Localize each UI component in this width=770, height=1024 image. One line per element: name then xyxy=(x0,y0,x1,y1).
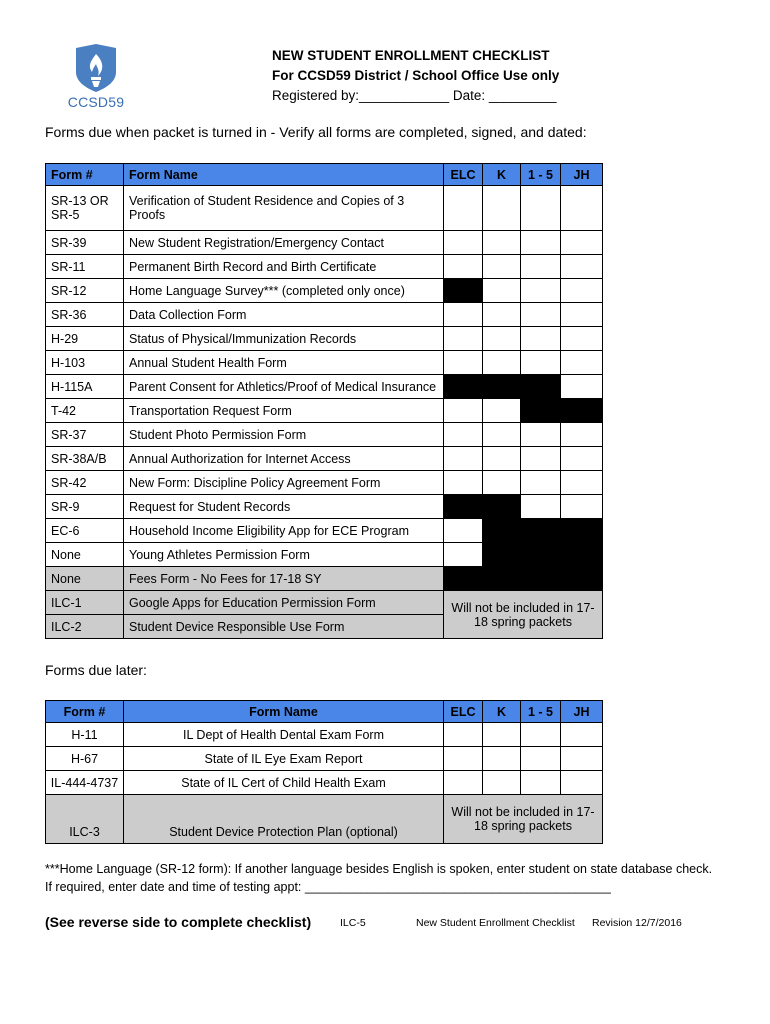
checkbox-cell[interactable] xyxy=(561,495,603,519)
table-row xyxy=(46,723,603,747)
form-name-cell: Parent Consent for Athletics/Proof of Medical Insurance xyxy=(124,375,444,399)
checkbox-cell[interactable] xyxy=(561,375,603,399)
see-reverse-note: (See reverse side to complete checklist) xyxy=(45,914,312,930)
table-row xyxy=(46,279,603,303)
column-header: Form Name xyxy=(124,701,444,723)
form-number-cell: SR-13 OR SR-5 xyxy=(46,186,124,231)
form-number-cell: ILC-3 xyxy=(46,795,124,844)
form-name-cell: New Form: Discipline Policy Agreement Form xyxy=(124,471,444,495)
checkbox-cell[interactable] xyxy=(483,771,521,795)
checkbox-cell[interactable] xyxy=(561,423,603,447)
column-header: ELC xyxy=(444,701,483,723)
not-applicable-cell xyxy=(483,375,521,399)
checkbox-cell[interactable] xyxy=(483,471,521,495)
form-name-cell: Permanent Birth Record and Birth Certificate xyxy=(124,255,444,279)
checkbox-cell[interactable] xyxy=(483,327,521,351)
form-name-cell: Young Athletes Permission Form xyxy=(124,543,444,567)
checkbox-cell[interactable] xyxy=(561,303,603,327)
form-number-cell: SR-36 xyxy=(46,303,124,327)
not-applicable-cell xyxy=(521,399,561,423)
checkbox-cell[interactable] xyxy=(561,327,603,351)
form-number-cell: T-42 xyxy=(46,399,124,423)
column-header: JH xyxy=(561,701,603,723)
checkbox-cell[interactable] xyxy=(483,747,521,771)
checkbox-cell[interactable] xyxy=(483,186,521,231)
intro-text: Forms due when packet is turned in - Verify all forms are completed, signed, and dated: xyxy=(45,124,587,140)
table-row xyxy=(46,543,603,567)
form-name-cell: Data Collection Form xyxy=(124,303,444,327)
table-row xyxy=(46,591,603,615)
checkbox-cell[interactable] xyxy=(561,447,603,471)
forms-due-later-label: Forms due later: xyxy=(45,662,147,678)
form-name-cell: Student Device Responsible Use Form xyxy=(124,615,444,639)
form-name-cell: Google Apps for Education Permission Form xyxy=(124,591,444,615)
form-name-cell: New Student Registration/Emergency Contact xyxy=(124,231,444,255)
checkbox-cell[interactable] xyxy=(561,186,603,231)
form-number-cell: SR-39 xyxy=(46,231,124,255)
checkbox-cell[interactable] xyxy=(444,231,483,255)
checkbox-cell[interactable] xyxy=(521,186,561,231)
form-code: ILC-5 xyxy=(340,917,366,929)
checkbox-cell[interactable] xyxy=(444,723,483,747)
form-name-cell: Transportation Request Form xyxy=(124,399,444,423)
torch-shield-icon xyxy=(62,44,130,92)
form-name-cell: Household Income Eligibility App for ECE Program xyxy=(124,519,444,543)
table-row xyxy=(46,771,603,795)
footnote-line-1: ***Home Language (SR-12 form): If another language besides English is spoken, enter student on state database check. xyxy=(45,862,713,876)
form-number-cell: SR-11 xyxy=(46,255,124,279)
column-header: K xyxy=(483,701,521,723)
form-number-cell: SR-12 xyxy=(46,279,124,303)
form-name-cell: Fees Form - No Fees for 17-18 SY xyxy=(124,567,444,591)
not-applicable-cell xyxy=(561,567,603,591)
checkbox-cell[interactable] xyxy=(521,723,561,747)
column-header: JH xyxy=(561,164,603,186)
checkbox-cell[interactable] xyxy=(561,723,603,747)
not-applicable-cell xyxy=(444,495,483,519)
checkbox-cell[interactable] xyxy=(561,255,603,279)
form-number-cell: None xyxy=(46,567,124,591)
checkbox-cell[interactable] xyxy=(444,423,483,447)
form-name-cell: Student Photo Permission Form xyxy=(124,423,444,447)
form-number-cell: ILC-1 xyxy=(46,591,124,615)
form-number-cell: SR-37 xyxy=(46,423,124,447)
table-row xyxy=(46,255,603,279)
column-header: Form # xyxy=(46,701,124,723)
not-applicable-cell xyxy=(521,543,561,567)
column-header: 1 - 5 xyxy=(521,701,561,723)
checkbox-cell[interactable] xyxy=(444,351,483,375)
form-number-cell: EC-6 xyxy=(46,519,124,543)
form-number-cell: H-11 xyxy=(46,723,124,747)
checkbox-cell[interactable] xyxy=(444,771,483,795)
checkbox-cell[interactable] xyxy=(521,447,561,471)
checkbox-cell[interactable] xyxy=(521,423,561,447)
checkbox-cell[interactable] xyxy=(483,423,521,447)
not-applicable-cell xyxy=(561,519,603,543)
form-number-cell: H-103 xyxy=(46,351,124,375)
column-header: Form Name xyxy=(124,164,444,186)
table-row xyxy=(46,447,603,471)
table-row xyxy=(46,519,603,543)
not-applicable-cell xyxy=(483,519,521,543)
checkbox-cell[interactable] xyxy=(483,447,521,471)
table-row xyxy=(46,399,603,423)
column-header: 1 - 5 xyxy=(521,164,561,186)
checkbox-cell[interactable] xyxy=(561,747,603,771)
checkbox-cell[interactable] xyxy=(444,471,483,495)
checkbox-cell[interactable] xyxy=(521,471,561,495)
table-row xyxy=(46,471,603,495)
registered-by-line: Registered by:____________ Date: _________ xyxy=(272,88,557,103)
not-included-note: Will not be included in 17-18 spring packets xyxy=(444,795,603,844)
checkbox-cell[interactable] xyxy=(483,279,521,303)
checkbox-cell[interactable] xyxy=(483,255,521,279)
checkbox-cell[interactable] xyxy=(444,447,483,471)
form-number-cell: H-29 xyxy=(46,327,124,351)
form-name-cell: Request for Student Records xyxy=(124,495,444,519)
form-number-cell: H-67 xyxy=(46,747,124,771)
not-applicable-cell xyxy=(561,543,603,567)
checkbox-cell[interactable] xyxy=(444,327,483,351)
checkbox-cell[interactable] xyxy=(561,771,603,795)
form-number-cell: SR-38A/B xyxy=(46,447,124,471)
form-name-cell: Verification of Student Residence and Copies of 3 Proofs xyxy=(124,186,444,231)
footnote xyxy=(45,860,712,896)
table-row xyxy=(46,495,603,519)
column-header: Form # xyxy=(46,164,124,186)
table-row xyxy=(46,423,603,447)
form-number-cell: SR-42 xyxy=(46,471,124,495)
not-applicable-cell xyxy=(521,567,561,591)
form-number-cell: H-115A xyxy=(46,375,124,399)
not-applicable-cell xyxy=(444,279,483,303)
checkbox-cell[interactable] xyxy=(521,747,561,771)
ccsd59-logo xyxy=(62,44,130,114)
checkbox-cell[interactable] xyxy=(521,495,561,519)
page-subtitle: For CCSD59 District / School Office Use only xyxy=(272,68,560,83)
form-number-cell: SR-9 xyxy=(46,495,124,519)
table-header-row xyxy=(46,701,603,723)
checkbox-cell[interactable] xyxy=(521,327,561,351)
checkbox-cell[interactable] xyxy=(561,351,603,375)
table-row xyxy=(46,795,603,844)
form-number-cell: IL-444-4737 xyxy=(46,771,124,795)
header xyxy=(272,46,559,106)
column-header: ELC xyxy=(444,164,483,186)
form-number-cell: ILC-2 xyxy=(46,615,124,639)
checkbox-cell[interactable] xyxy=(444,186,483,231)
not-applicable-cell xyxy=(521,375,561,399)
table-row xyxy=(46,375,603,399)
table-row xyxy=(46,351,603,375)
form-name-cell: Student Device Protection Plan (optional) xyxy=(124,795,444,844)
checkbox-cell[interactable] xyxy=(561,231,603,255)
checkbox-cell[interactable] xyxy=(521,255,561,279)
table-row xyxy=(46,327,603,351)
checkbox-cell[interactable] xyxy=(561,279,603,303)
form-name-cell: Status of Physical/Immunization Records xyxy=(124,327,444,351)
checkbox-cell[interactable] xyxy=(483,399,521,423)
checkbox-cell[interactable] xyxy=(521,351,561,375)
checkbox-cell[interactable] xyxy=(444,747,483,771)
table-row xyxy=(46,303,603,327)
checkbox-cell[interactable] xyxy=(483,231,521,255)
checkbox-cell[interactable] xyxy=(561,471,603,495)
checkbox-cell[interactable] xyxy=(483,351,521,375)
revision-date: Revision 12/7/2016 xyxy=(592,917,682,929)
forms-due-later-table xyxy=(45,700,603,844)
checkbox-cell[interactable] xyxy=(521,279,561,303)
checkbox-cell[interactable] xyxy=(521,771,561,795)
table-row xyxy=(46,231,603,255)
forms-due-table xyxy=(45,163,603,639)
not-applicable-cell xyxy=(483,495,521,519)
form-name-cell: IL Dept of Health Dental Exam Form xyxy=(124,723,444,747)
not-applicable-cell xyxy=(561,399,603,423)
not-applicable-cell xyxy=(521,519,561,543)
table-row xyxy=(46,747,603,771)
checkbox-cell[interactable] xyxy=(521,303,561,327)
footnote-line-2: If required, enter date and time of testing appt: ____________________________________________ xyxy=(45,880,611,894)
not-applicable-cell xyxy=(483,567,521,591)
not-applicable-cell xyxy=(444,375,483,399)
not-applicable-cell xyxy=(483,543,521,567)
checkbox-cell[interactable] xyxy=(444,519,483,543)
form-name-cell: State of IL Cert of Child Health Exam xyxy=(124,771,444,795)
form-name-cell: State of IL Eye Exam Report xyxy=(124,747,444,771)
not-applicable-cell xyxy=(444,567,483,591)
column-header: K xyxy=(483,164,521,186)
form-number-cell: None xyxy=(46,543,124,567)
table-row xyxy=(46,567,603,591)
form-name-cell: Home Language Survey*** (completed only once) xyxy=(124,279,444,303)
checkbox-cell[interactable] xyxy=(483,303,521,327)
table-row xyxy=(46,186,603,231)
logo-text: CCSD59 xyxy=(67,94,125,110)
not-included-note: Will not be included in 17-18 spring packets xyxy=(444,591,603,639)
checkbox-cell[interactable] xyxy=(521,231,561,255)
checkbox-cell[interactable] xyxy=(444,303,483,327)
checkbox-cell[interactable] xyxy=(444,543,483,567)
table-header-row xyxy=(46,164,603,186)
checkbox-cell[interactable] xyxy=(483,723,521,747)
checkbox-cell[interactable] xyxy=(444,399,483,423)
document-name: New Student Enrollment Checklist xyxy=(416,917,575,929)
checkbox-cell[interactable] xyxy=(444,255,483,279)
page-title: NEW STUDENT ENROLLMENT CHECKLIST xyxy=(272,48,550,63)
form-name-cell: Annual Student Health Form xyxy=(124,351,444,375)
form-name-cell: Annual Authorization for Internet Access xyxy=(124,447,444,471)
